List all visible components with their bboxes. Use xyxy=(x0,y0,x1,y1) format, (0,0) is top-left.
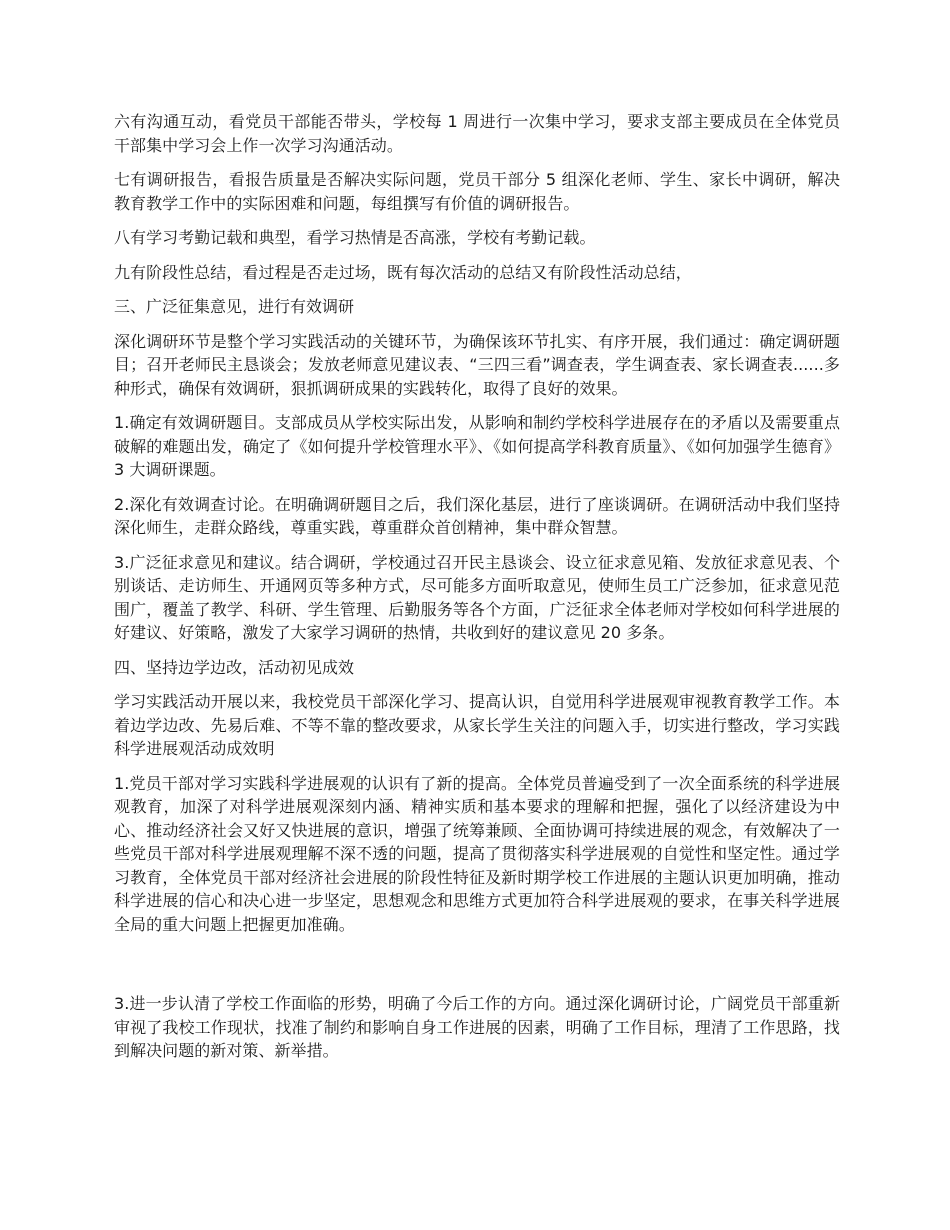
paragraph-item-2-discussion: 2.深化有效调查讨论。在明确调研题目之后，我们深化基层，进行了座谈调研。在调研活动中我们坚持深化师生，走群众路线，尊重实践，尊重群众首创精神，集中群众智慧。 xyxy=(114,494,840,537)
paragraph-rectification-intro: 学习实践活动开展以来，我校党员干部深化学习、提高认识，自觉用科学进展观审视教育教学工作。本着边学边改、先易后难、不等不靠的整改要求，从家长学生关注的问题入手，切实进行整改，学习实践科学进展观活动成效明 xyxy=(114,692,840,758)
paragraph-item-3-opinions: 3.广泛征求意见和建议。结合调研，学校通过召开民主恳谈会、设立征求意见箱、发放征求意见表、个别谈话、走访师生、开通网页等多种方式，尽可能多方面听取意见，使师生员工广泛参加，征求意见范围广，覆盖了教学、科研、学生管理、后勤服务等各个方面，广泛征求全体老师对学校如何科学进展的好建议、好策略，激发了大家学习调研的热情，共收到好的建议意见 20 多条。 xyxy=(114,552,840,642)
blank-gap xyxy=(114,947,840,992)
section-heading-three: 三、广泛征集意见，进行有效调研 xyxy=(114,297,355,316)
paragraph-eight-attendance: 八有学习考勤记载和典型，看学习热情是否高涨，学校有考勤记载。 xyxy=(114,228,596,247)
paragraph-result-3-situation: 3.进一步认清了学校工作面临的形势，明确了今后工作的方向。通过深化调研讨论，广阔党员干部重新审视了我校工作现状，找准了制约和影响自身工作进展的因素，明确了工作目标，理清了工作思路，找到解决问题的新对策、新举措。 xyxy=(114,994,840,1060)
paragraph-nine-summary: 九有阶段性总结，看过程是否走过场，既有每次活动的总结又有阶段性活动总结， xyxy=(114,262,692,282)
paragraph-research-intro: 深化调研环节是整个学习实践活动的关键环节，为确保该环节扎实、有序开展，我们通过：确定调研题目；召开老师民主恳谈会；发放老师意见建议表、“三四三看”调查表，学生调查表、家长调查表......多种形式，确保有效调研，狠抓调研成果的实践转化，取得了良好的效果。 xyxy=(114,331,840,398)
paragraph-result-1-understanding: 1.党员干部对学习实践科学进展观的认识有了新的提高。全体党员普遍受到了一次全面系统的科学进展观教育，加深了对科学进展观深刻内涵、精神实质和基本要求的理解和把握，强化了以经济建设为中心、推动经济社会又好又快进展的意识，增强了统筹兼顾、全面协调可持续进展的观念，有效解决了一些党员干部对科学进展观理解不深不透的问题，提高了贯彻落实科学进展观的自觉性和坚定性。通过学习教育，全体党员干部对经济社会进展的阶段性特征及新时期学校工作进展的主题认识更加明确，推动科学进展的信心和决心进一步坚定，思想观念和思维方式更加符合科学进展观的要求，在事关科学进展全局的重大问题上把握更加准确。 xyxy=(114,773,840,934)
section-heading-four: 四、坚持边学边改，活动初见成效 xyxy=(114,657,355,677)
document-body xyxy=(114,110,840,1074)
paragraph-item-1-topics: 1.确定有效调研题目。支部成员从学校实际出发，从影响和制约学校科学进展存在的矛盾以及需要重点破解的难题出发，确定了《如何提升学校管理水平》、《如何提高学科教育质量》、《如何加强学生德育》3 大调研课题。 xyxy=(114,413,840,479)
paragraph-six-communication: 六有沟通互动，看党员干部能否带头，学校每 1 周进行一次集中学习，要求支部主要成员在全体党员干部集中学习会上作一次学习沟通活动。 xyxy=(114,112,840,155)
paragraph-seven-research-report: 七有调研报告，看报告质量是否解决实际问题，党员干部分 5 组深化老师、学生、家长中调研，解决教育教学工作中的实际困难和问题，每组撰写有价值的调研报告。 xyxy=(114,170,840,213)
